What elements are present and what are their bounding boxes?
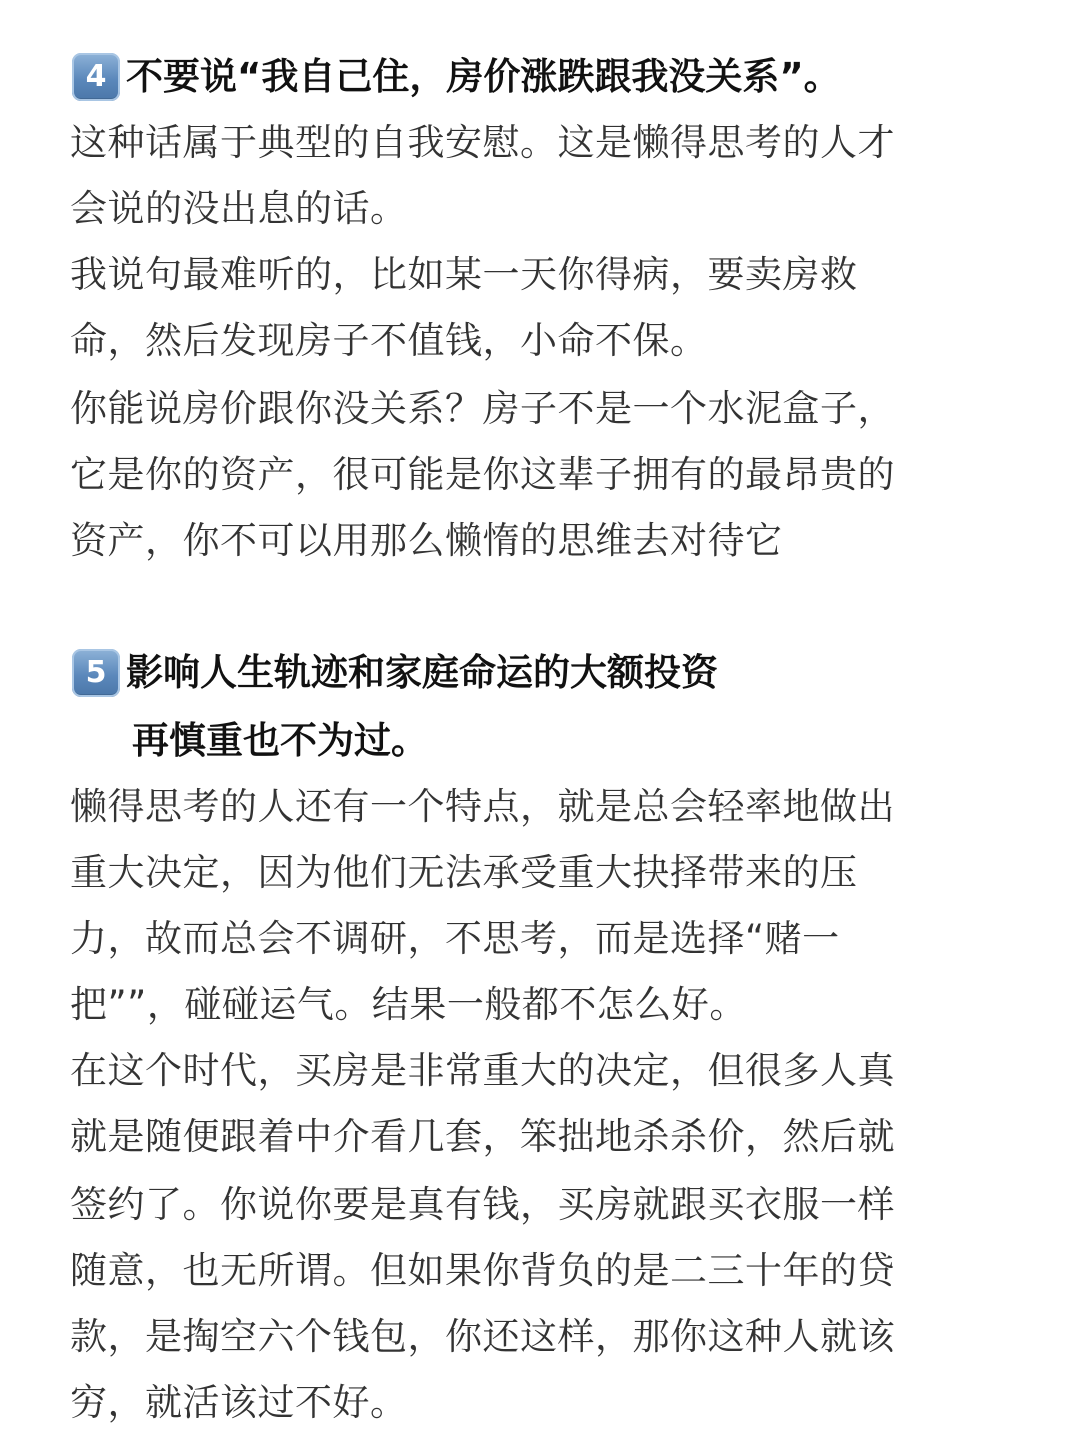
section-4-heading-text: 不要说“我自己住，房价涨跌跟我没关系”。: [126, 55, 841, 98]
section-5-heading: [72, 648, 718, 698]
paragraph-line: 就是随便跟着中介看几套，笨拙地杀杀价，然后就: [70, 1115, 895, 1158]
paragraph-line: 款，是掏空六个钱包，你还这样，那你这种人就该: [70, 1315, 895, 1358]
paragraph-line: 这种话属于典型的自我安慰。这是懒得思考的人才: [70, 121, 895, 164]
paragraph-line: 随意，也无所谓。但如果你背负的是二三十年的贷: [70, 1249, 895, 1292]
paragraph-line: 我说句最难听的，比如某一天你得病，要卖房救: [70, 253, 858, 296]
paragraph-line: 懒得思考的人还有一个特点，就是总会轻率地做出: [70, 785, 895, 828]
paragraph-line: 穷，就活该过不好。: [70, 1381, 408, 1424]
paragraph-line: 在这个时代，买房是非常重大的决定，但很多人真: [70, 1049, 895, 1092]
paragraph-line: 它是你的资产，很可能是你这辈子拥有的最昂贵的: [70, 453, 895, 496]
paragraph-line: 会说的没出息的话。: [70, 187, 408, 230]
paragraph-line: 命，然后发现房子不值钱，小命不保。: [70, 319, 708, 362]
section-5-heading-text: 影响人生轨迹和家庭命运的大额投资: [126, 651, 718, 694]
keycap-digit-four-icon: 4: [72, 53, 120, 101]
section-4-heading: [72, 52, 841, 102]
paragraph-line: 资产，你不可以用那么懒惰的思维去对待它: [70, 519, 783, 562]
paragraph-line: 把””，碰碰运气。结果一般都不怎么好。: [70, 983, 747, 1026]
section-5-heading-continued: 再慎重也不为过。: [132, 719, 428, 762]
paragraph-line: 重大决定，因为他们无法承受重大抉择带来的压: [70, 851, 858, 894]
keycap-digit-five-icon: 5: [72, 649, 120, 697]
paragraph-line: 力，故而总会不调研，不思考，而是选择“赌一: [70, 917, 840, 960]
paragraph-line: 签约了。你说你要是真有钱，买房就跟买衣服一样: [70, 1183, 895, 1226]
paragraph-line: 你能说房价跟你没关系？房子不是一个水泥盒子，: [70, 387, 895, 430]
